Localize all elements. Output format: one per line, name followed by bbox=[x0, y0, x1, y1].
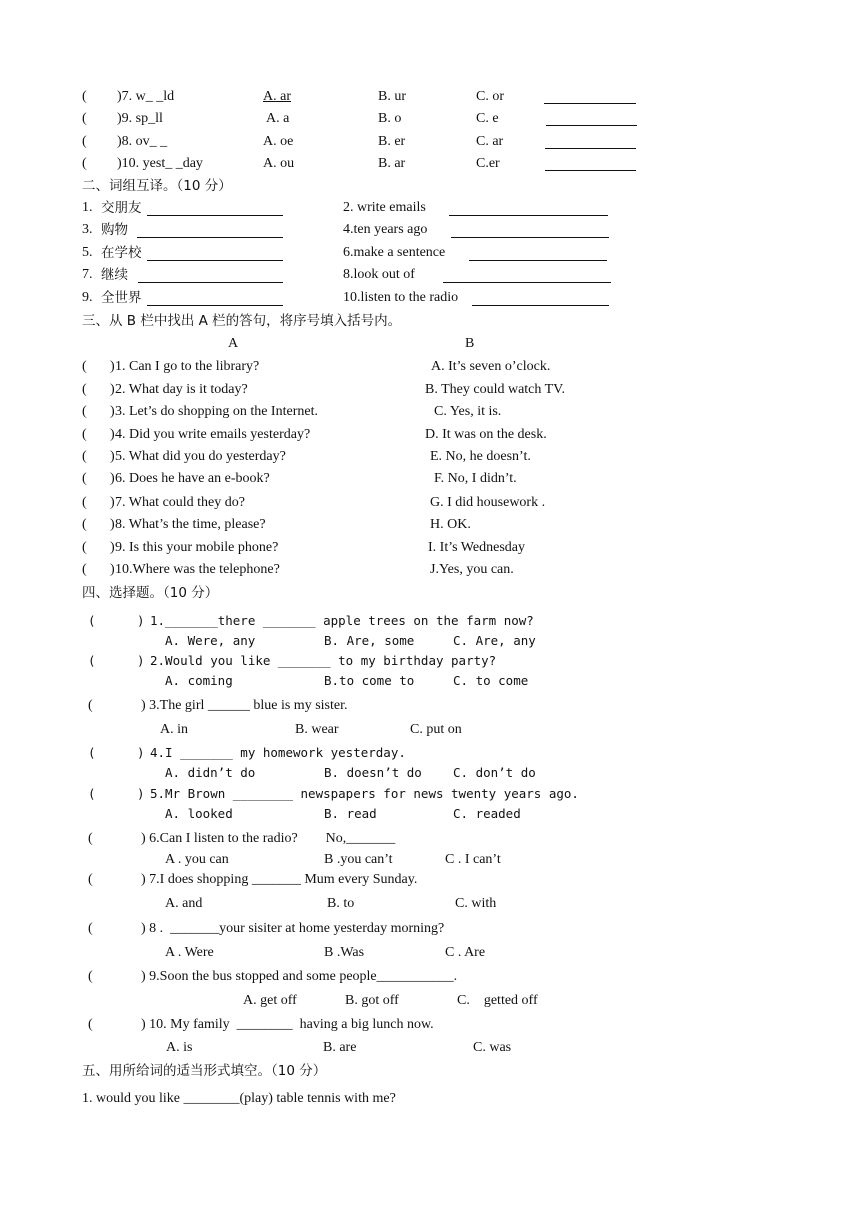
question-stem: ) 7.I does shopping _______ Mum every Sunday. bbox=[141, 872, 418, 887]
section-title: 四、选择题。（10 分） bbox=[82, 585, 219, 601]
option-a: A. coming bbox=[165, 673, 233, 688]
option-b: B. wear bbox=[295, 722, 339, 737]
answer-paren: ( bbox=[82, 111, 87, 126]
matching-question: 6. Does he have an e-book? bbox=[115, 471, 270, 486]
answer-blank[interactable] bbox=[449, 215, 608, 216]
matching-answer: J.Yes, you can. bbox=[430, 562, 514, 577]
option-c: C . I can’t bbox=[445, 852, 501, 867]
answer-paren: ( bbox=[88, 969, 93, 984]
option-a: A. Were, any bbox=[165, 633, 256, 648]
answer-blank[interactable] bbox=[137, 237, 283, 238]
matching-question: 9. Is this your mobile phone? bbox=[115, 540, 279, 555]
question-stem: ) 3.The girl ______ blue is my sister. bbox=[141, 698, 348, 713]
answer-paren: ( bbox=[82, 495, 87, 510]
answer-paren: ( bbox=[82, 404, 87, 419]
answer-paren: ( bbox=[82, 449, 87, 464]
option-c: C. readed bbox=[453, 806, 521, 821]
option-b: B .you can’t bbox=[324, 852, 393, 867]
matching-answer: I. It’s Wednesday bbox=[428, 540, 525, 555]
option-a: A. didn’t do bbox=[165, 765, 256, 780]
option-b: B .Was bbox=[324, 945, 365, 960]
column-b-header: B bbox=[465, 336, 475, 351]
paren-close: ) bbox=[110, 517, 115, 532]
section-title: 五、用所给词的适当形式填空。（10 分） bbox=[82, 1063, 327, 1079]
matching-question: 8. What’s the time, please? bbox=[115, 517, 266, 532]
option-a: A. and bbox=[165, 896, 203, 911]
paren-close: ) bbox=[110, 495, 115, 510]
answer-blank[interactable] bbox=[147, 305, 283, 306]
option-b: B. Are, some bbox=[324, 633, 415, 648]
option-c: C. put on bbox=[410, 722, 462, 737]
phrase-english: 2. write emails bbox=[343, 200, 426, 215]
paren-close: ) bbox=[110, 562, 115, 577]
option-a: A . Were bbox=[165, 945, 214, 960]
matching-question: 7. What could they do? bbox=[115, 495, 245, 510]
answer-blank[interactable] bbox=[546, 125, 637, 126]
answer-paren: ( bbox=[88, 872, 93, 887]
answer-paren: ( bbox=[88, 831, 93, 846]
phonics-question: )8. ov_ _ bbox=[117, 134, 168, 149]
answer-paren: ( bbox=[82, 562, 87, 577]
matching-question: 5. What did you do yesterday? bbox=[115, 449, 286, 464]
answer-paren: ( bbox=[88, 698, 93, 713]
paren-close: ) bbox=[137, 745, 145, 760]
question-stem: 5.Mr Brown ________ newspapers for news twenty years ago. bbox=[150, 786, 579, 801]
item-number: 3. bbox=[82, 222, 93, 237]
option-c: C. getted off bbox=[457, 993, 538, 1008]
matching-question: 2. What day is it today? bbox=[115, 382, 248, 397]
option-b: B. got off bbox=[345, 993, 399, 1008]
answer-paren: ( bbox=[82, 427, 87, 442]
option-c: C.er bbox=[476, 156, 500, 171]
option-c: C. was bbox=[473, 1040, 512, 1055]
phrase-english: 4.ten years ago bbox=[343, 222, 428, 237]
answer-paren: ( bbox=[88, 745, 96, 760]
answer-blank[interactable] bbox=[443, 282, 611, 283]
question-stem: ) 8 . _______your sisiter at home yesterday morning? bbox=[141, 921, 445, 936]
answer-paren: ( bbox=[88, 613, 96, 628]
option-c: C. to come bbox=[453, 673, 529, 688]
answer-paren: ( bbox=[88, 921, 93, 936]
answer-paren: ( bbox=[88, 786, 96, 801]
question-stem: ) 9.Soon the bus stopped and some people___________. bbox=[141, 969, 458, 984]
question-stem: ) 6.Can I listen to the radio? No,_______ bbox=[141, 831, 396, 846]
paren-close: ) bbox=[110, 471, 115, 486]
option-b: B. ur bbox=[378, 89, 406, 104]
answer-blank[interactable] bbox=[472, 305, 609, 306]
matching-question: 4. Did you write emails yesterday? bbox=[115, 427, 311, 442]
answer-paren: ( bbox=[82, 517, 87, 532]
option-a: A. ar bbox=[263, 89, 291, 104]
answer-blank[interactable] bbox=[138, 282, 283, 283]
question-stem: 2.Would you like _______ to my birthday party? bbox=[150, 653, 497, 668]
answer-blank[interactable] bbox=[469, 260, 607, 261]
section-title: 二、词组互译。（10 分） bbox=[82, 178, 232, 194]
matching-question: 10.Where was the telephone? bbox=[115, 562, 280, 577]
phrase-english: 6.make a sentence bbox=[343, 245, 446, 260]
phonics-question: )7. w_ _ld bbox=[117, 89, 175, 104]
option-b: B.to come to bbox=[324, 673, 415, 688]
phrase-chinese: 全世界 bbox=[101, 290, 142, 306]
answer-paren: ( bbox=[88, 653, 96, 668]
paren-close: ) bbox=[110, 404, 115, 419]
phrase-chinese: 交朋友 bbox=[101, 200, 142, 216]
option-c: C. don’t do bbox=[453, 765, 536, 780]
paren-close: ) bbox=[137, 786, 145, 801]
answer-paren: ( bbox=[82, 156, 87, 171]
option-b: B. doesn’t do bbox=[324, 765, 422, 780]
paren-close: ) bbox=[137, 653, 145, 668]
answer-paren: ( bbox=[82, 540, 87, 555]
matching-answer: A. It’s seven o’clock. bbox=[431, 359, 551, 374]
answer-blank[interactable] bbox=[545, 148, 636, 149]
answer-blank[interactable] bbox=[451, 237, 609, 238]
item-number: 7. bbox=[82, 267, 93, 282]
paren-close: ) bbox=[110, 449, 115, 464]
option-c: C . Are bbox=[445, 945, 486, 960]
option-a: A. get off bbox=[243, 993, 297, 1008]
answer-paren: ( bbox=[82, 359, 87, 374]
paren-close: ) bbox=[110, 382, 115, 397]
option-c: C. with bbox=[455, 896, 497, 911]
item-number: 5. bbox=[82, 245, 93, 260]
column-a-header: A bbox=[228, 336, 239, 351]
matching-answer: B. They could watch TV. bbox=[425, 382, 565, 397]
paren-close: ) bbox=[110, 540, 115, 555]
option-a: A. in bbox=[160, 722, 188, 737]
matching-question: 1. Can I go to the library? bbox=[115, 359, 260, 374]
matching-answer: H. OK. bbox=[430, 517, 471, 532]
matching-answer: D. It was on the desk. bbox=[425, 427, 547, 442]
phrase-chinese: 购物 bbox=[101, 222, 128, 238]
matching-answer: E. No, he doesn’t. bbox=[430, 449, 531, 464]
matching-answer: G. I did housework . bbox=[430, 495, 546, 510]
phrase-english: 8.look out of bbox=[343, 267, 415, 282]
paren-close: ) bbox=[110, 427, 115, 442]
option-a: A. oe bbox=[263, 134, 294, 149]
answer-paren: ( bbox=[88, 1017, 93, 1032]
option-b: B. er bbox=[378, 134, 406, 149]
phonics-question: )10. yest_ _day bbox=[117, 156, 203, 171]
phrase-english: 10.listen to the radio bbox=[343, 290, 459, 305]
matching-answer: C. Yes, it is. bbox=[434, 404, 502, 419]
paren-close: ) bbox=[137, 613, 145, 628]
option-c: C. e bbox=[476, 111, 499, 126]
option-b: B. read bbox=[324, 806, 377, 821]
item-number: 1. bbox=[82, 200, 93, 215]
option-b: B. are bbox=[323, 1040, 357, 1055]
option-c: C. ar bbox=[476, 134, 504, 149]
answer-paren: ( bbox=[82, 89, 87, 104]
question-stem: 4.I _______ my homework yesterday. bbox=[150, 745, 406, 760]
answer-blank[interactable] bbox=[147, 260, 283, 261]
answer-blank[interactable] bbox=[544, 103, 636, 104]
answer-paren: ( bbox=[82, 471, 87, 486]
option-c: C. Are, any bbox=[453, 633, 536, 648]
paren-close: ) bbox=[110, 359, 115, 374]
question-stem: 1. would you like ________(play) table tennis with me? bbox=[82, 1091, 396, 1106]
option-a: A. ou bbox=[263, 156, 295, 171]
option-a: A. looked bbox=[165, 806, 233, 821]
section-title: 三、从 B 栏中找出 A 栏的答句，将序号填入括号内。 bbox=[82, 313, 402, 329]
option-a: A. is bbox=[166, 1040, 193, 1055]
answer-blank[interactable] bbox=[147, 215, 283, 216]
option-a: A. a bbox=[266, 111, 290, 126]
answer-paren: ( bbox=[82, 382, 87, 397]
item-number: 9. bbox=[82, 290, 93, 305]
option-b: B. to bbox=[327, 896, 355, 911]
phonics-question: )9. sp_ll bbox=[117, 111, 163, 126]
option-c: C. or bbox=[476, 89, 504, 104]
question-stem: 1._______there _______ apple trees on the farm now? bbox=[150, 613, 534, 628]
answer-blank[interactable] bbox=[545, 170, 636, 171]
phrase-chinese: 在学校 bbox=[101, 245, 142, 261]
option-b: B. ar bbox=[378, 156, 406, 171]
matching-question: 3. Let’s do shopping on the Internet. bbox=[115, 404, 318, 419]
option-b: B. o bbox=[378, 111, 402, 126]
phrase-chinese: 继续 bbox=[101, 267, 128, 283]
matching-answer: F. No, I didn’t. bbox=[434, 471, 517, 486]
question-stem: ) 10. My family ________ having a big lunch now. bbox=[141, 1017, 434, 1032]
answer-paren: ( bbox=[82, 134, 87, 149]
option-a: A . you can bbox=[165, 852, 229, 867]
